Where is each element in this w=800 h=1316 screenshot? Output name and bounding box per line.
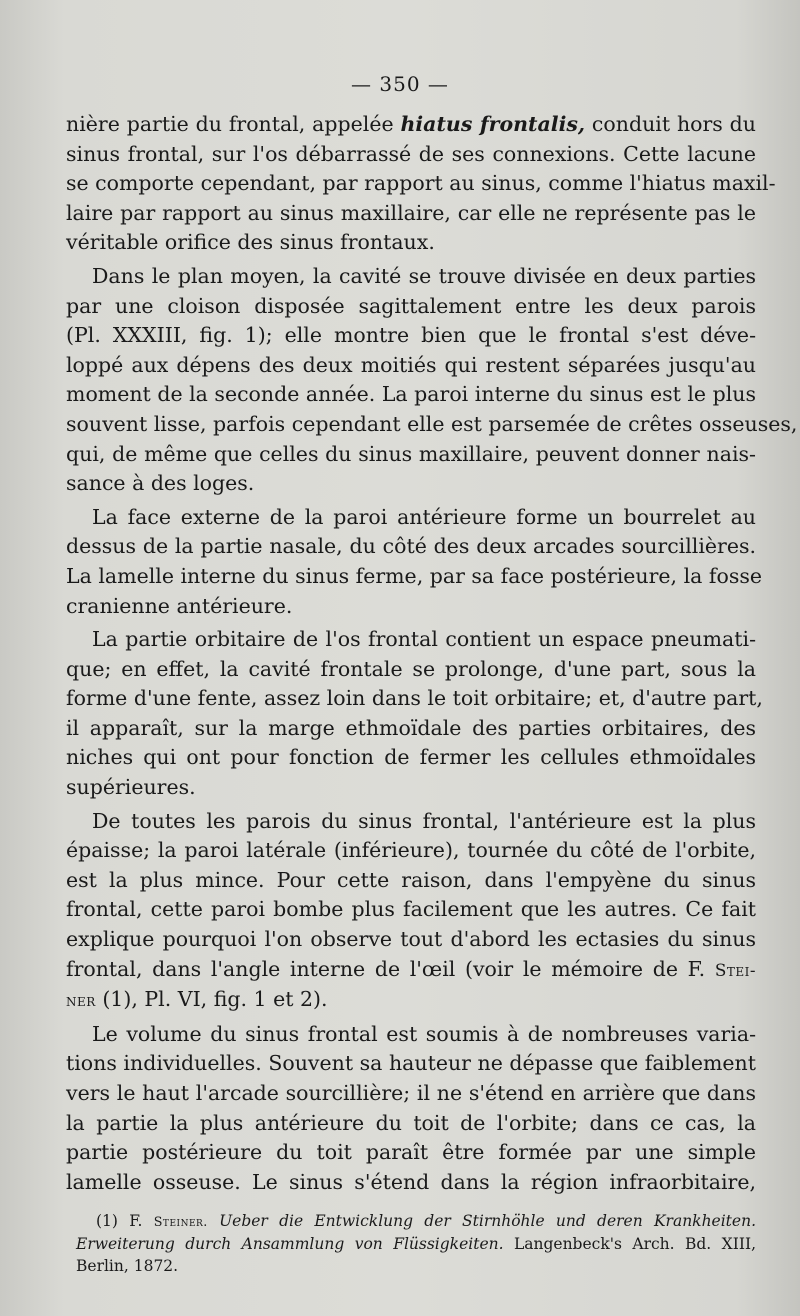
footnote-title: Erweiterung durch Ansammlung von Flüssigkeiten. [76,1235,504,1253]
paragraph-line: La lamelle interne du sinus ferme, par sa face postérieure, la fosse [66,563,762,588]
paragraph-line: frontal, dans l'angle interne de l'œil (voir le mémoire de F. Stei- [66,956,756,981]
paragraph-line: explique pourquoi l'on observe tout d'abord les ectasies du sinus [66,927,756,952]
paragraph-2 [66,262,798,499]
paragraph-line: il apparaît, sur la marge ethmoïdale des parties orbitaires, des [66,715,756,740]
paragraph-line: Dans le plan moyen, la cavité se trouve divisée en deux parties [92,263,756,288]
paragraph-line: niches qui ont pour fonction de fermer les cellules ethmoïdales [66,745,756,770]
paragraph-line: véritable orifice des sinus frontaux. [66,230,435,255]
paragraph-line: vers le haut l'arcade sourcillière; il ne s'étend en arrière que dans [66,1081,756,1105]
paragraph-line: supérieures. [66,775,196,800]
latin-term: hiatus frontalis, [400,112,586,136]
paragraph-line: que; en effet, la cavité frontale se prolonge, d'une part, sous la [66,656,756,681]
paragraph-line: qui, de même que celles du sinus maxillaire, peuvent donner nais- [66,441,756,466]
paragraph-line: la partie la plus antérieure du toit de l'orbite; dans ce cas, la [66,1110,756,1135]
paragraph-line: moment de la seconde année. La paroi interne du sinus est le plus [66,382,756,407]
paragraph-line: (Pl. XXXIII, fig. 1); elle montre bien que le frontal s'est déve- [66,323,756,348]
footnote-title: Ueber die Entwicklung der Stirnhöhle und deren Krankheiten. [207,1212,756,1230]
paragraph-line: épaisse; la paroi latérale (inférieure), tournée du côté de l'orbite, [66,838,756,863]
paragraph-line: se comporte cependant, par rapport au sinus, comme l'hiatus maxil- [66,171,776,196]
paragraph-line: tions individuelles. Souvent sa hauteur ne dépasse que faiblement [66,1051,756,1076]
paragraph-line: Le volume du sinus frontal est soumis à de nombreuses varia- [92,1021,756,1046]
paragraph-line: La partie orbitaire de l'os frontal contient un espace pneumati- [92,627,756,652]
paragraph-line: De toutes les parois du sinus frontal, l'antérieure est la plus [92,808,756,833]
paragraph-line: est la plus mince. Pour cette raison, dans l'empyène du sinus [66,867,756,892]
paragraph-line: sance à des loges. [66,471,255,496]
footnote-marker: (1) F. [96,1212,154,1230]
paragraph-line: frontal, cette paroi bombe plus facilement que les autres. Ce fait [66,897,756,922]
author-name-smallcaps: ner [66,990,96,1011]
paragraph-4 [66,625,763,803]
paragraph-line: dessus de la partie nasale, du côté des deux arcades sourcillières. [66,534,756,559]
paragraph-line: par une cloison disposée sagittalement entre les deux parois [66,293,756,318]
paragraph-line: forme d'une fente, assez loin dans le toit orbitaire; et, d'autre part, [66,686,763,711]
footnote-line [76,1233,756,1255]
paragraph-line: souvent lisse, parfois cependant elle est parsemée de crêtes osseuses, [66,411,798,436]
paragraph-line: lamelle osseuse. Le sinus s'étend dans la région infraorbitaire, [66,1169,756,1194]
footnote-source: Langenbeck's Arch. Bd. XIII, [503,1235,756,1253]
paragraph-line: sinus frontal, sur l'os débarrassé de ses connexions. Cette lacune [66,141,756,166]
paragraph-line: partie postérieure du toit paraît être formée par une simple [66,1140,756,1165]
paragraph-6 [66,1020,756,1198]
author-name-smallcaps: Stei- [714,959,756,980]
paragraph-1 [66,110,776,258]
paragraph-line: ner (1), Pl. VI, fig. 1 et 2). [66,987,328,1012]
body-text [66,110,798,1201]
page-number: — 350 — [351,72,449,96]
paragraph-line: cranienne antérieure. [66,593,293,618]
paragraph-line: loppé aux dépens des deux moitiés qui restent séparées jusqu'au [66,352,756,377]
paragraph-line: laire par rapport au sinus maxillaire, car elle ne représente pas le [66,200,756,225]
footnote-line: Berlin, 1872. [76,1257,179,1275]
footnote [76,1210,756,1277]
paragraph-5 [66,807,756,1016]
paragraph-3 [66,503,762,621]
footnote-author: Steiner. [153,1214,208,1229]
footnote-line [76,1210,756,1233]
paragraph-line: nière partie du frontal, appelée hiatus frontalis, conduit hors du [66,112,757,136]
paragraph-line: La face externe de la paroi antérieure forme un bourrelet au [92,504,756,529]
